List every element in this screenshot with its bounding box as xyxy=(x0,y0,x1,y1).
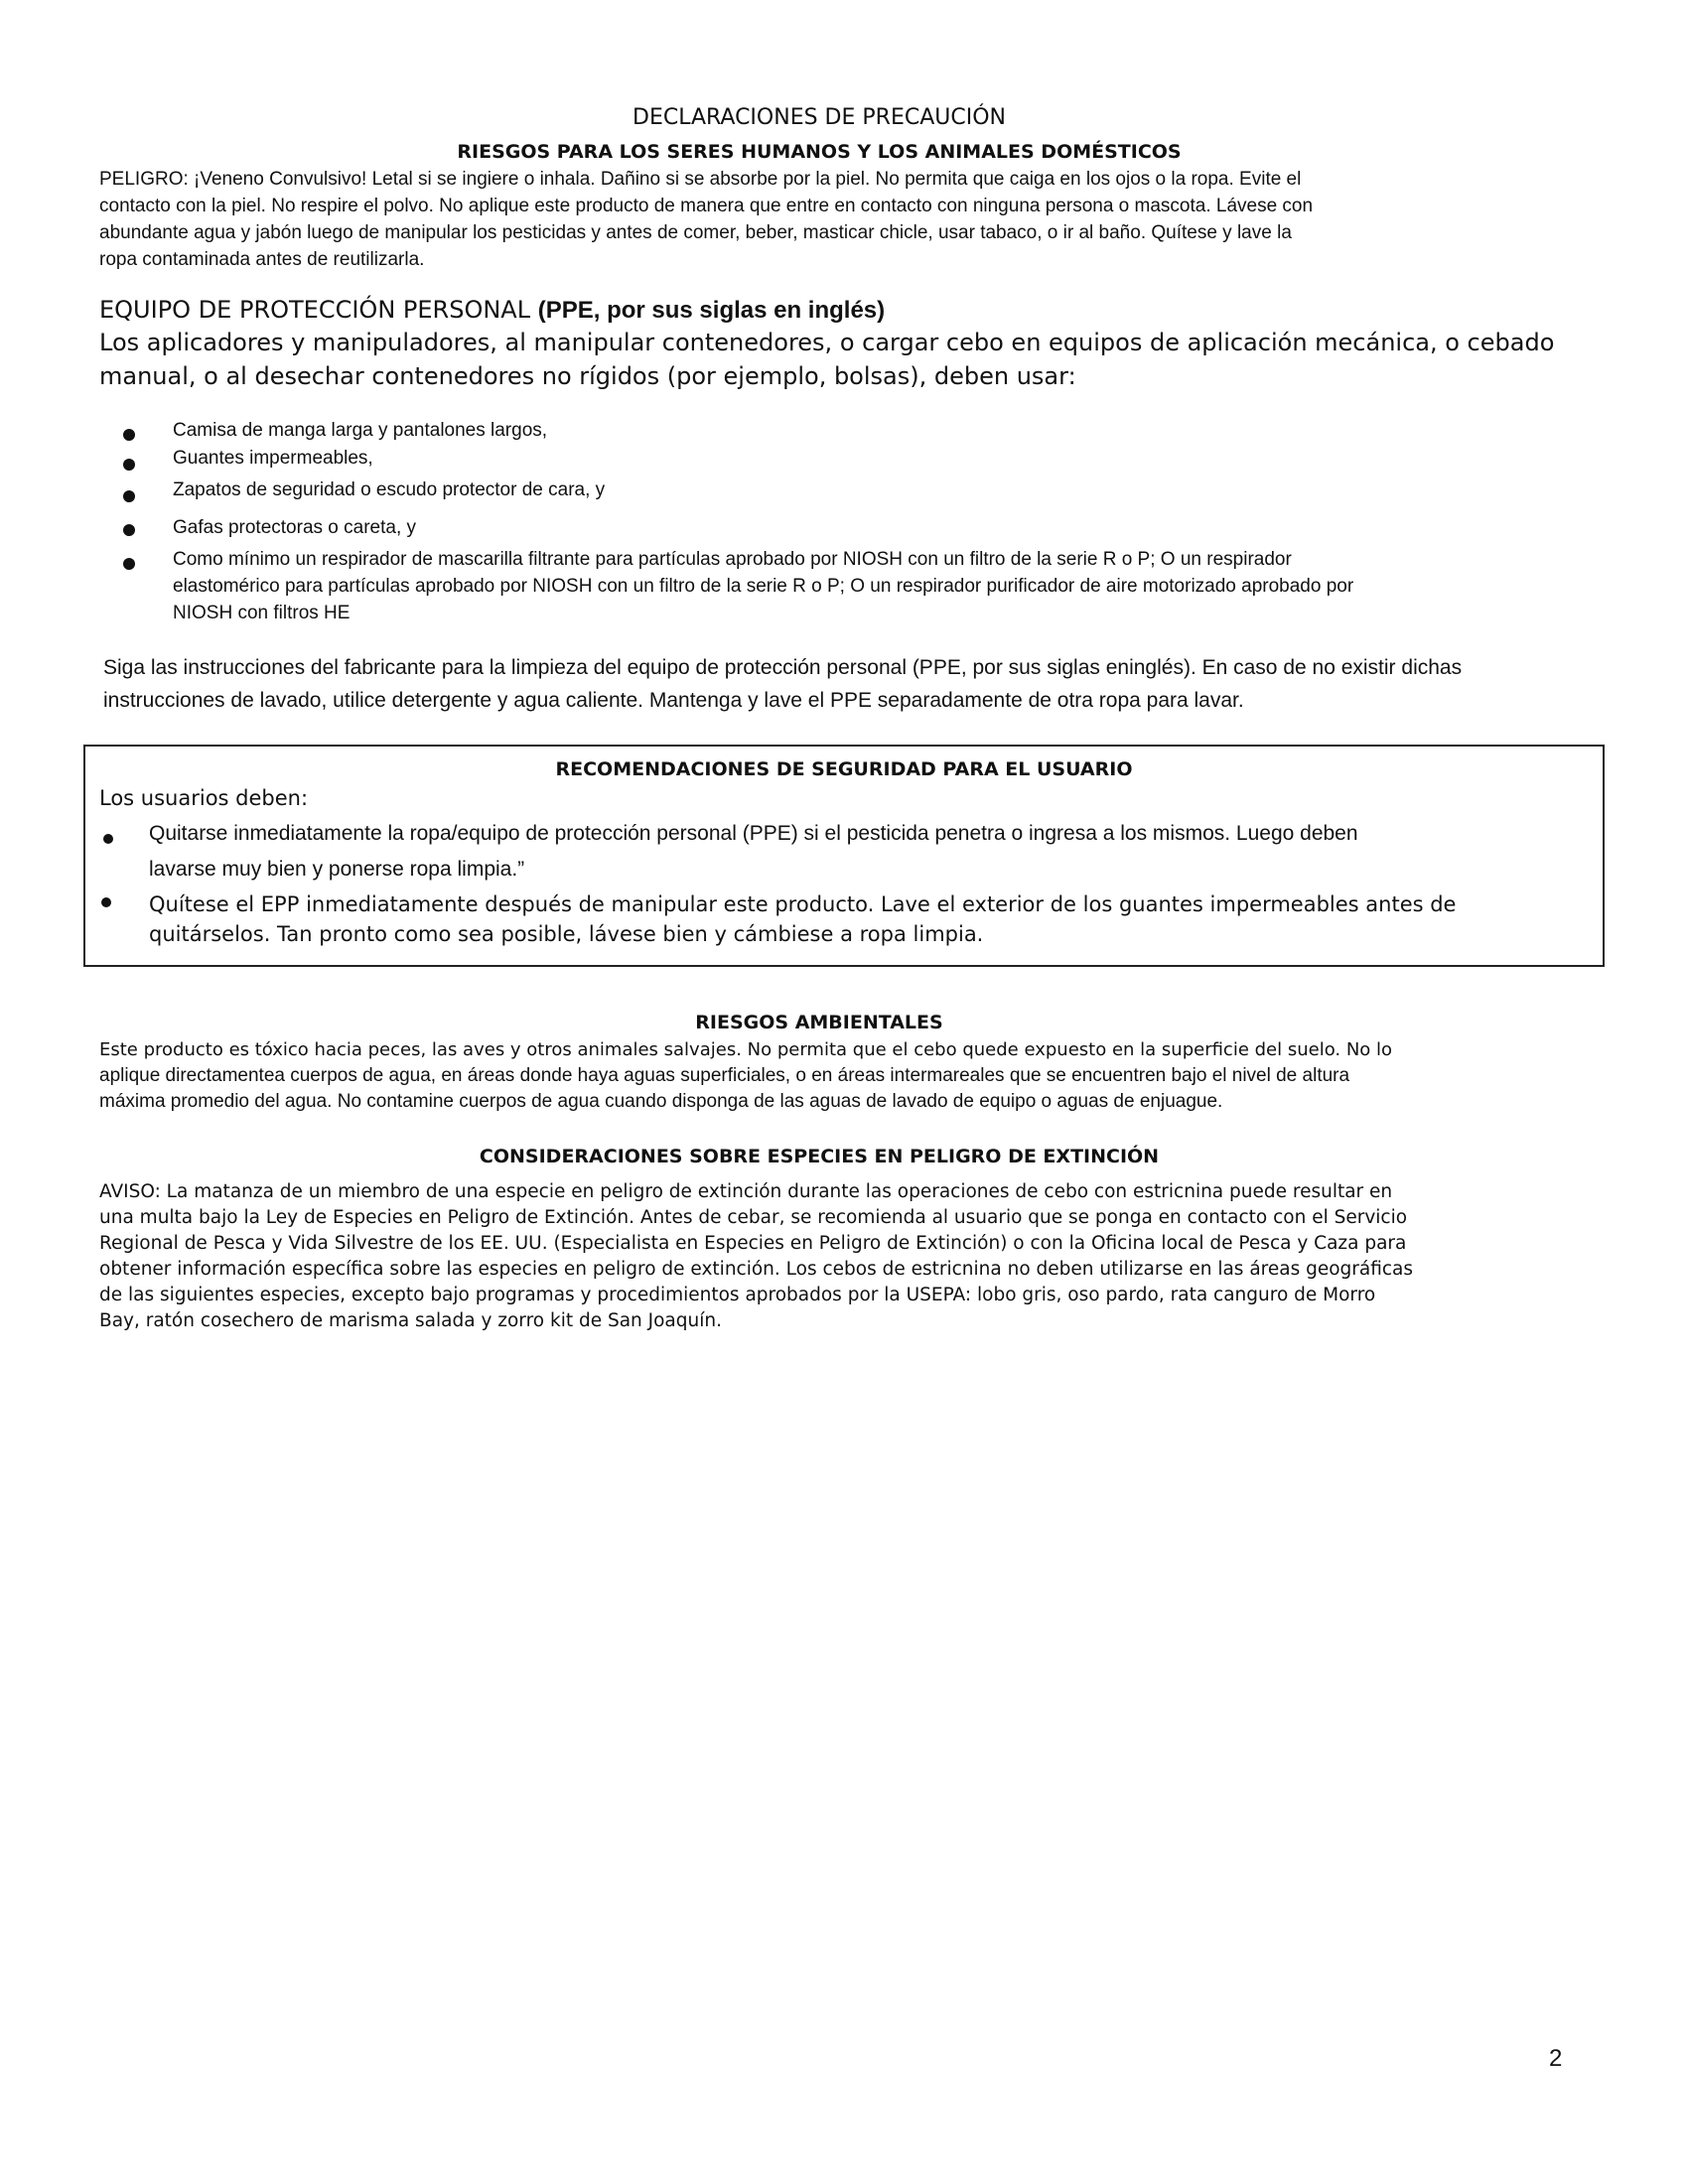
list-item-text: Guantes impermeables, xyxy=(173,448,373,469)
ppe-care-line: Siga las instrucciones del fabricante para la limpieza del equipo de protección personal (PPE, por sus siglas eninglés). En caso de no existir dichas xyxy=(103,656,1463,679)
ppe-care-paragraph xyxy=(103,651,1613,717)
list-item-line: Quítese el EPP inmediatamente después de manipular este producto. Lave el exterior de los guantes impermeables antes de xyxy=(149,892,1457,916)
hazards-heading: RIESGOS PARA LOS SERES HUMANOS Y LOS ANIMALES DOMÉSTICOS xyxy=(457,141,1182,163)
bullet-icon xyxy=(101,897,111,907)
ppe-intro-line: manual, o al desechar contenedores no rígidos (por ejemplo, bolsas), deben usar: xyxy=(99,362,1076,390)
bullet-icon xyxy=(123,524,135,536)
environmental-line: máxima promedio del agua. No contamine cuerpos de agua cuando disponga de las aguas de lavado de equipo o aguas de enjuague. xyxy=(99,1091,1223,1112)
list-item-line: lavarse muy bien y ponerse ropa limpia.” xyxy=(149,858,525,881)
bullet-icon xyxy=(123,459,135,471)
environmental-line: aplique directamentea cuerpos de agua, en áreas donde haya aguas superficiales, o en áreas intermareales que se encuentren bajo el nivel de altura xyxy=(99,1065,1350,1086)
endangered-line: Bay, ratón cosechero de marisma salada y zorro kit de San Joaquín. xyxy=(99,1310,722,1331)
endangered-line: Regional de Pesca y Vida Silvestre de los EE. UU. (Especialista en Especies en Peligro de Extinción) o con la Oficina local de Pesca y Caza para xyxy=(99,1233,1407,1254)
hazards-line: ropa contaminada antes de reutilizarla. xyxy=(99,249,425,270)
list-item-text xyxy=(173,546,1563,626)
list-item-line: quitárselos. Tan pronto como sea posible, lávese bien y cámbiese a ropa limpia. xyxy=(149,922,984,946)
endangered-line: AVISO: La matanza de un miembro de una especie en peligro de extinción durante las operaciones de cebo con estricnina puede resultar en xyxy=(99,1181,1393,1202)
hazards-line: PELIGRO: ¡Veneno Convulsivo! Letal si se ingiere o inhala. Dañino si se absorbe por la piel. No permita que caiga en los ojos o la ropa. Evite el xyxy=(99,169,1302,190)
bullet-icon xyxy=(123,429,135,441)
list-item-text: Zapatos de seguridad o escudo protector de cara, y xyxy=(173,479,606,500)
bullet-icon xyxy=(103,834,113,844)
list-item-text: Camisa de manga larga y pantalones largos, xyxy=(173,420,548,441)
bullet-icon xyxy=(123,558,135,570)
ppe-intro xyxy=(99,326,1589,393)
list-item-text: Gafas protectoras o careta, y xyxy=(173,517,417,538)
ppe-heading-note: (PPE, por sus siglas en inglés) xyxy=(537,297,886,324)
page-title: DECLARACIONES DE PRECAUCIÓN xyxy=(633,105,1006,130)
list-item-line: Como mínimo un respirador de mascarilla filtrante para partículas aprobado por NIOSH con un filtro de la serie R o P; O un respirador xyxy=(173,549,1292,570)
environmental-paragraph xyxy=(99,1037,1589,1115)
user-safety-intro: Los usuarios deben: xyxy=(99,786,309,810)
list-item-line: elastomérico para partículas aprobado por NIOSH con un filtro de la serie R o P; O un respirador purificador de aire motorizado aprobado por xyxy=(173,576,1354,597)
environmental-line: Este producto es tóxico hacia peces, las aves y otros animales salvajes. No permita que el cebo quede expuesto en la superficie del suelo. No lo xyxy=(99,1039,1393,1060)
user-safety-heading: RECOMENDACIONES DE SEGURIDAD PARA EL USUARIO xyxy=(555,758,1133,780)
list-item-text xyxy=(149,889,1579,949)
list-item-line: NIOSH con filtros HE xyxy=(173,603,351,623)
hazards-paragraph xyxy=(99,166,1569,273)
ppe-care-line: instrucciones de lavado, utilice detergente y agua caliente. Mantenga y lave el PPE separadamente de otra ropa para lavar. xyxy=(103,689,1244,712)
endangered-line: obtener información específica sobre las especies en peligro de extinción. Los cebos de estricnina no deben utilizarse en las áreas geográficas xyxy=(99,1259,1414,1280)
ppe-intro-line: Los aplicadores y manipuladores, al manipular contenedores, o cargar cebo en equipos de aplicación mecánica, o cebado xyxy=(99,329,1555,356)
bullet-icon xyxy=(123,490,135,502)
endangered-line: de las siguientes especies, excepto bajo programas y procedimientos aprobados por la USEPA: lobo gris, oso pardo, rata canguro de Morro xyxy=(99,1285,1376,1305)
list-item-line: Quitarse inmediatamente la ropa/equipo de protección personal (PPE) si el pesticida penetra o ingresa a los mismos. Luego deben xyxy=(149,822,1358,845)
endangered-line: una multa bajo la Ley de Especies en Peligro de Extinción. Antes de cebar, se recomienda al usuario que se ponga en contacto con el Servicio xyxy=(99,1207,1408,1228)
hazards-line: abundante agua y jabón luego de manipular los pesticidas y antes de comer, beber, masticar chicle, usar tabaco, o ir al baño. Quítese y lave la xyxy=(99,222,1292,243)
hazards-line: contacto con la piel. No respire el polvo. No aplique este producto de manera que entre en contacto con ninguna persona o mascota. Lávese con xyxy=(99,196,1314,216)
ppe-heading xyxy=(99,296,1569,325)
ppe-heading-main: EQUIPO DE PROTECCIÓN PERSONAL xyxy=(99,296,531,324)
endangered-heading: CONSIDERACIONES SOBRE ESPECIES EN PELIGRO DE EXTINCIÓN xyxy=(479,1146,1160,1167)
environmental-heading: RIESGOS AMBIENTALES xyxy=(695,1012,943,1033)
page-number: 2 xyxy=(1549,2045,1563,2072)
list-item-text xyxy=(149,816,1579,887)
endangered-paragraph xyxy=(99,1179,1589,1334)
